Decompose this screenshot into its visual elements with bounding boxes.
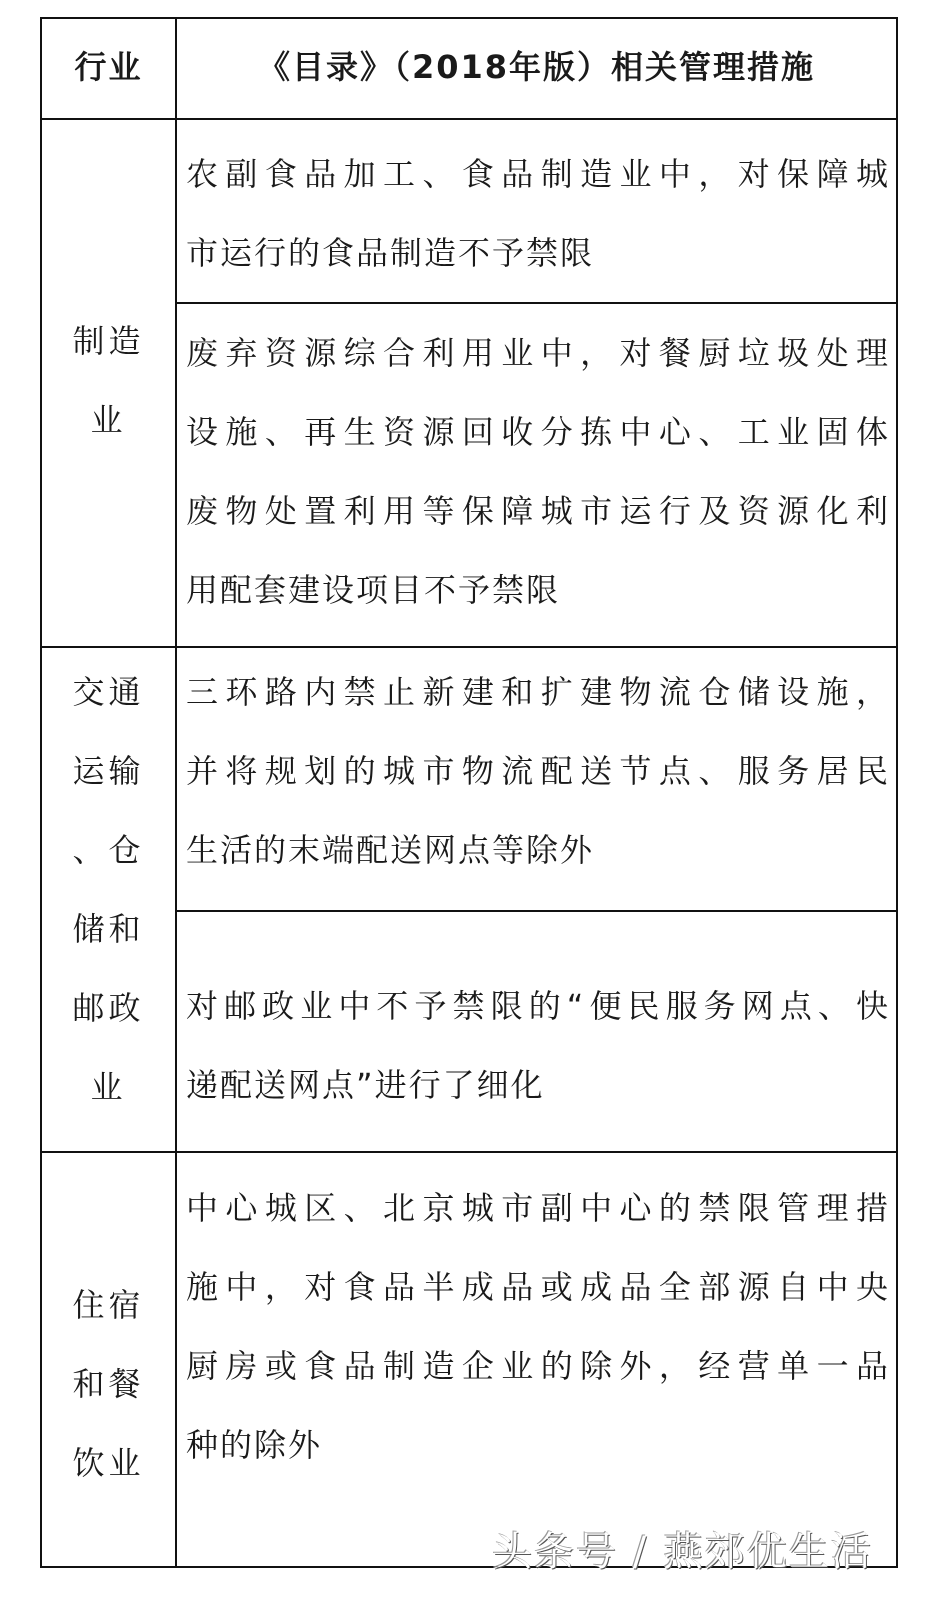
measure-cell (186, 1169, 890, 1485)
column-divider (175, 19, 177, 1566)
measure-line: 种的除外 (186, 1426, 323, 1464)
measure-cell (186, 314, 890, 630)
measure-line: 市运行的食品制造不予禁限 (186, 234, 595, 272)
watermark: 头条号 / 燕郊优生活 (492, 1529, 873, 1575)
industry-line: 业 (90, 401, 127, 439)
industry-line: 邮政 (72, 989, 145, 1027)
row-divider (42, 118, 896, 120)
header-industry: 行业 (74, 48, 143, 86)
industry-line: 和餐 (72, 1365, 145, 1403)
industry-line: 交通 (72, 673, 145, 711)
industry-line: 储和 (72, 910, 145, 948)
header-measures: 《目录》（2018年版）相关管理措施 (257, 48, 816, 86)
measure-line: 中心城区、北京城市副中心的禁限管理措 (186, 1189, 890, 1227)
measure-line: 废弃资源综合利用业中，对餐厨垃圾处理 (186, 334, 890, 372)
industry-line: 运输 (72, 752, 145, 790)
industry-line: 制造 (72, 322, 145, 360)
industry-line: 业 (90, 1068, 127, 1106)
measure-line: 农副食品加工、食品制造业中，对保障城 (186, 155, 890, 193)
row-divider (175, 302, 896, 304)
measure-cell (186, 967, 890, 1125)
measure-line: 并将规划的城市物流配送节点、服务居民 (186, 752, 890, 790)
measure-line: 用配套建设项目不予禁限 (186, 571, 561, 609)
industry-transport (42, 653, 175, 1127)
industry-manufacturing (42, 302, 175, 460)
measure-line: 对邮政业中不予禁限的“便民服务网点、快 (186, 987, 890, 1025)
measure-line: 递配送网点”进行了细化 (186, 1066, 545, 1104)
measure-line: 厨房或食品制造企业的除外，经营单一品 (186, 1347, 890, 1385)
industry-hospitality (42, 1266, 175, 1503)
measure-line: 设施、再生资源回收分拣中心、工业固体 (186, 413, 890, 451)
row-divider (42, 1151, 896, 1153)
row-divider (175, 910, 896, 912)
policy-table (40, 17, 898, 1568)
industry-line: 饮业 (72, 1444, 145, 1482)
measure-line: 废物处置利用等保障城市运行及资源化利 (186, 492, 890, 530)
measure-cell (186, 653, 890, 890)
industry-line: 、仓 (72, 831, 145, 869)
row-divider (42, 646, 896, 648)
measure-line: 施中，对食品半成品或成品全部源自中央 (186, 1268, 890, 1306)
measure-line: 三环路内禁止新建和扩建物流仓储设施， (186, 673, 890, 711)
industry-line: 住宿 (72, 1286, 145, 1324)
measure-cell (186, 135, 890, 293)
measure-line: 生活的末端配送网点等除外 (186, 831, 595, 869)
